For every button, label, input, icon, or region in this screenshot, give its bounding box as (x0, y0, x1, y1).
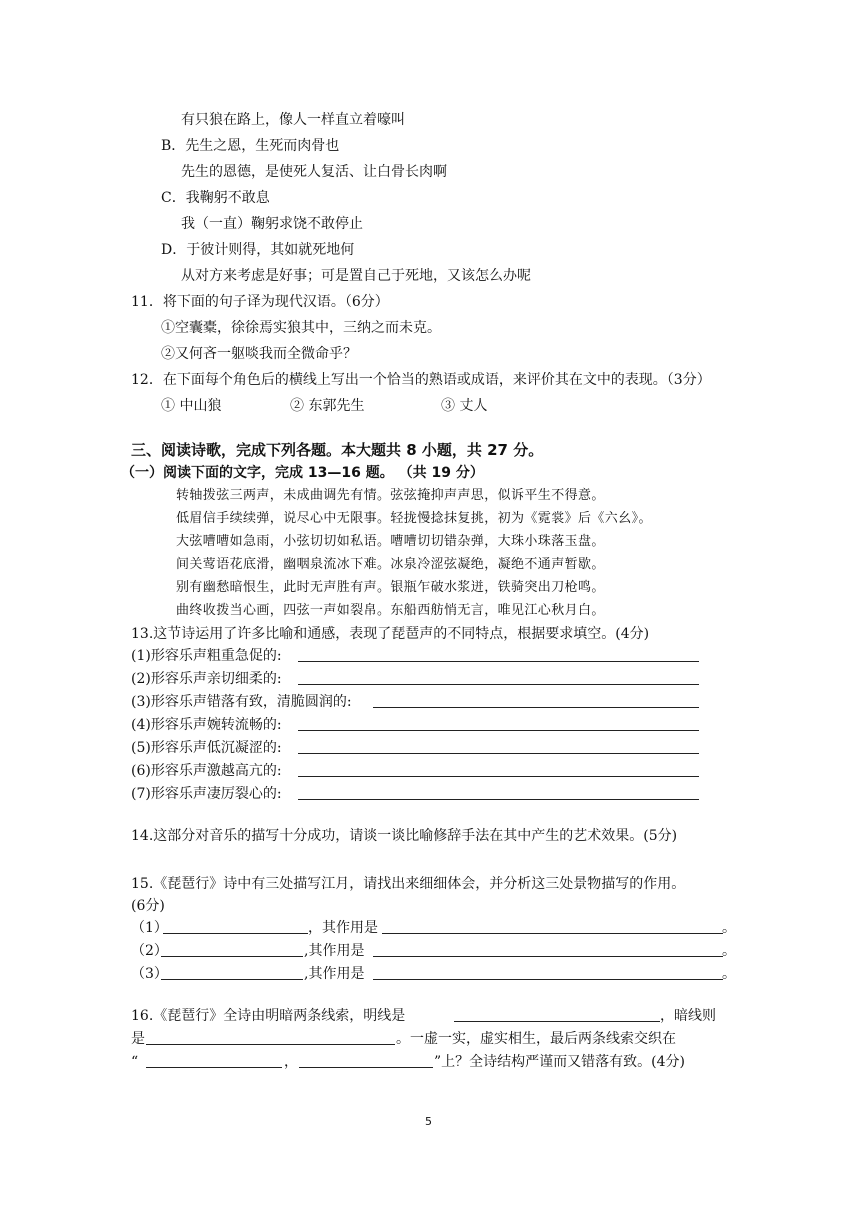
q16-bright-clue-line[interactable] (454, 1021, 660, 1022)
option-d: D．于彼计则得，其如就死地何 (161, 242, 355, 258)
poem-line-4: 间关莺语花底滑，幽咽泉流冰下难。冰泉冷涩弦凝绝，凝绝不通声暂歇。 (176, 557, 605, 572)
q15-end-2: 。 (722, 943, 736, 959)
q16-line-1-tail: ，暗线则 (660, 1008, 716, 1024)
q16-line-2-head: 是 (131, 1031, 145, 1047)
q12-stem: 12．在下面每个角色后的横线上写出一个恰当的熟语或成语，来评价其在文中的表现。（3分） (131, 372, 711, 388)
q16-line-1-text: 16.《琵琶行》全诗由明暗两条线索，明线是 (131, 1008, 406, 1024)
q13-answer-line-6[interactable] (298, 776, 699, 777)
q12-role-3: ③ 丈人 (441, 398, 488, 414)
q13-answer-line-7[interactable] (298, 799, 699, 800)
q16-blank-1[interactable] (146, 1067, 282, 1068)
q15-effect-label-3: ,其作用是 (304, 966, 365, 982)
q13-item-5: (5)形容乐声低沉凝涩的: (131, 740, 282, 756)
q15-effect-line-2[interactable] (373, 956, 723, 957)
poem-line-1: 转轴拨弦三两声，未成曲调先有情。弦弦掩抑声声思，似诉平生不得意。 (176, 488, 605, 503)
poem-line-3: 大弦嘈嘈如急雨，小弦切切如私语。嘈嘈切切错杂弹，大珠小珠落玉盘。 (176, 534, 605, 549)
q12-role-1: ① 中山狼 (161, 398, 222, 414)
q15-number-1: （1） (131, 920, 168, 936)
q16-blank-2[interactable] (299, 1067, 433, 1068)
option-d-translation: 从对方来考虑是好事；可是置自己于死地，又该怎么办呢 (181, 268, 531, 284)
q15-end-1: 。 (722, 920, 736, 936)
q15-scene-line-3[interactable] (161, 979, 303, 980)
q15-score: (6分) (131, 898, 165, 914)
section-3-title: 三、阅读诗歌，完成下列各题。本大题共 8 小题，共 27 分。 (131, 441, 544, 459)
q13-item-2: (2)形容乐声亲切细柔的: (131, 671, 282, 687)
option-c: C．我鞠躬不敢息 (161, 190, 270, 206)
poem-line-5: 别有幽愁暗恨生，此时无声胜有声。银瓶乍破水浆迸，铁骑突出刀枪鸣。 (176, 580, 605, 595)
q13-answer-line-4[interactable] (298, 730, 699, 731)
q15-end-3: 。 (722, 966, 736, 982)
q15-effect-label-2: ,其作用是 (304, 943, 365, 959)
q13-item-7: (7)形容乐声凄厉裂心的: (131, 786, 282, 802)
q15-effect-label-1: ，其作用是 (308, 920, 378, 936)
q11-stem: 11．将下面的句子译为现代汉语。（6分） (131, 294, 389, 310)
q16-open-quote: “ (131, 1054, 139, 1070)
q16-comma: ， (284, 1054, 298, 1070)
q15-number-2: （2） (131, 943, 168, 959)
q16-line-2-tail: 。一虚一实，虚实相生，最后两条线索交织在 (396, 1031, 676, 1047)
q16-line-3-tail: ”上？全诗结构严谨而又错落有致。(4分) (434, 1054, 685, 1070)
q13-answer-line-5[interactable] (298, 753, 699, 754)
q15-number-3: （3） (131, 966, 168, 982)
q15-stem: 15.《琵琶行》诗中有三处描写江月，请找出来细细体会，并分析这三处景物描写的作用。 (131, 876, 686, 892)
q15-effect-line-1[interactable] (382, 933, 723, 934)
q15-scene-line-1[interactable] (163, 933, 308, 934)
poem-line-2: 低眉信手续续弹，说尽心中无限事。轻拢慢捻抹复挑，初为《霓裳》后《六幺》。 (176, 511, 652, 526)
q13-item-4: (4)形容乐声婉转流畅的: (131, 717, 282, 733)
q11-sentence-2: ②又何吝一躯啖我而全微命乎？ (161, 346, 357, 362)
q13-answer-line-2[interactable] (298, 684, 699, 685)
q13-stem: 13.这节诗运用了许多比喻和通感，表现了琵琶声的不同特点，根据要求填空。(4分) (131, 626, 650, 642)
q11-sentence-1: ①空囊橐，徐徐焉实狼其中，三纳之而未克。 (161, 320, 441, 336)
q13-item-3: (3)形容乐声错落有致，清脆圆润的: (131, 694, 352, 710)
section-3-subtitle: （一）阅读下面的文字，完成 13—16 题。 （共 19 分） (121, 465, 484, 481)
option-a-translation: 有只狼在路上，像人一样直立着嚎叫 (181, 112, 405, 128)
q15-scene-line-2[interactable] (161, 956, 303, 957)
q14-stem: 14.这部分对音乐的描写十分成功，请谈一谈比喻修辞手法在其中产生的艺术效果。(5分) (131, 828, 678, 844)
q15-effect-line-3[interactable] (373, 979, 723, 980)
option-b: B．先生之恩，生死而肉骨也 (161, 138, 340, 154)
option-c-translation: 我（一直）鞠躬求饶不敢停止 (181, 216, 363, 232)
q16-dark-clue-line[interactable] (146, 1044, 395, 1045)
q13-answer-line-1[interactable] (298, 661, 699, 662)
page-number: 5 (425, 1115, 432, 1128)
option-b-translation: 先生的恩德，是使死人复活、让白骨长肉啊 (181, 164, 447, 180)
poem-line-6: 曲终收拨当心画，四弦一声如裂帛。东船西舫悄无言，唯见江心秋月白。 (176, 603, 605, 618)
q13-item-6: (6)形容乐声激越高亢的: (131, 763, 282, 779)
q13-item-1: (1)形容乐声粗重急促的: (131, 648, 282, 664)
q13-answer-line-3[interactable] (373, 707, 699, 708)
q12-role-2: ② 东郭先生 (290, 398, 365, 414)
